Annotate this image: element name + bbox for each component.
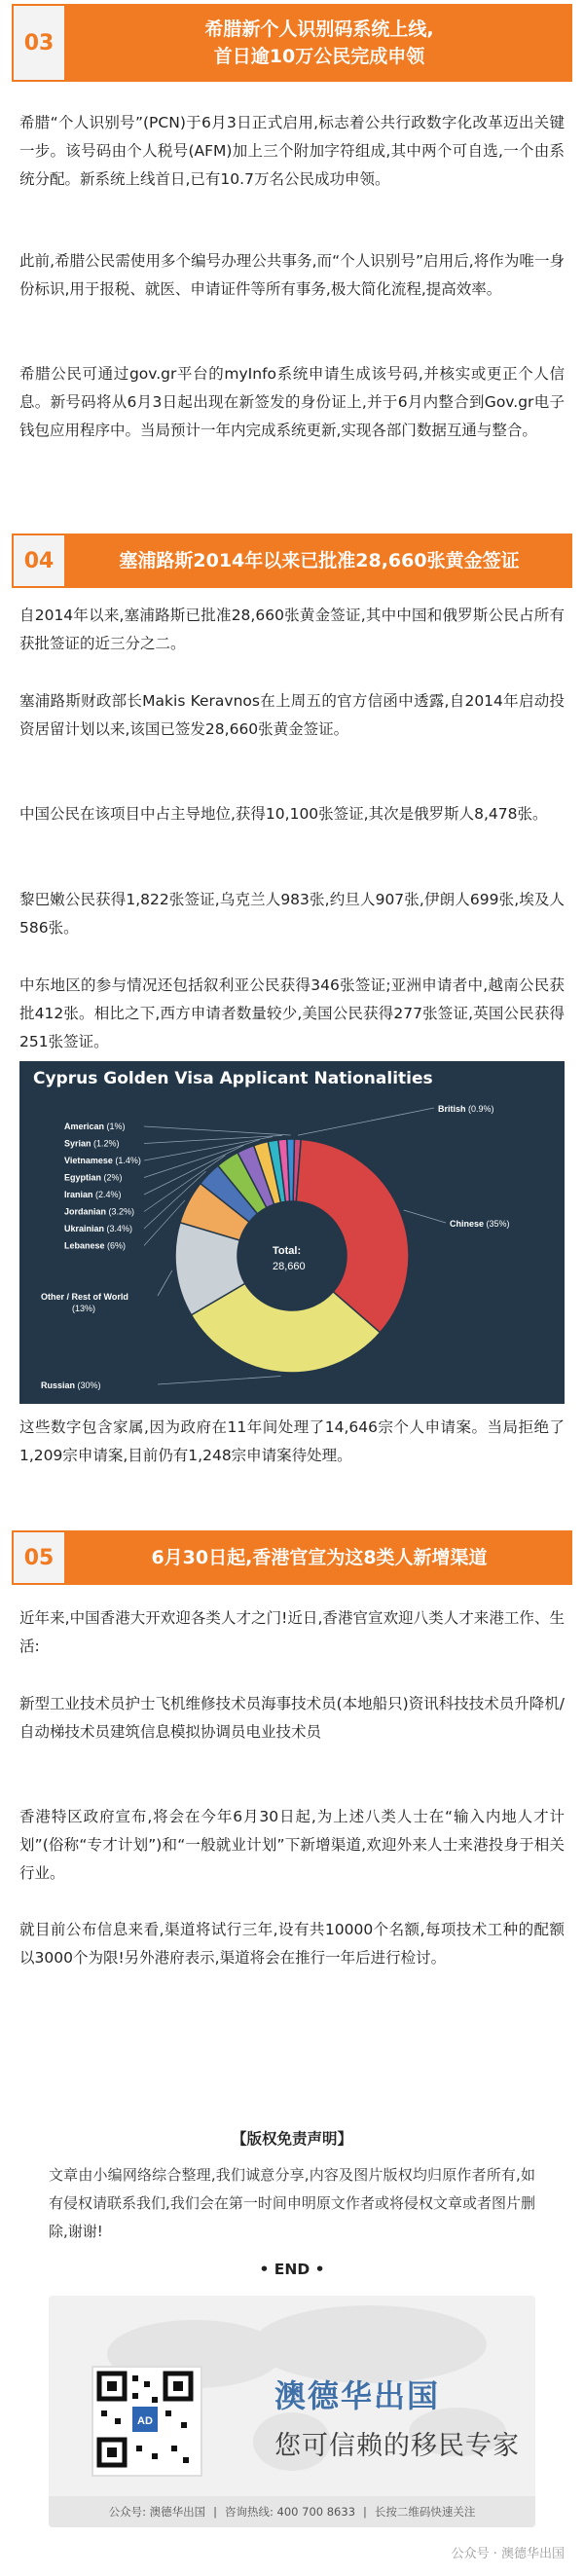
- slice-label: Lebanese (6%): [64, 1240, 127, 1251]
- end-marker: • END •: [259, 2261, 325, 2278]
- paragraph: 这些数字包含家属,因为政府在11年间处理了14,646宗个人申请案。当局拒绝了1,209宗申请案,目前仍有1,248宗申请案待处理。: [19, 1418, 565, 1464]
- paragraph: 希腊公民可通过gov.gr平台的myInfo系统申请生成该号码,并核实或更正个人信息。新号码将从6月3日起出现在新签发的身份证上,并于6月内整合到Gov.gr电子钱包应用程序中。当局预计一年内完成系统更新,实现各部门数据互通与整合。: [19, 365, 565, 439]
- pie-slice-chinese: [296, 1139, 409, 1332]
- footer-account: 公众号: 澳德华出国: [108, 2505, 206, 2519]
- slice-label: Jordanian (3.2%): [64, 1206, 135, 1217]
- slice-label-pct: (13%): [72, 1304, 96, 1313]
- slice-label: Chinese (35%): [450, 1219, 510, 1229]
- nationality-pie-chart: [19, 1061, 565, 1404]
- section-number: 04: [12, 534, 66, 588]
- slice-label: Iranian (2.4%): [64, 1190, 122, 1199]
- center-total-value: 28,660: [273, 1261, 306, 1272]
- brand-name: 澳德华出国: [274, 2377, 441, 2414]
- banner-footer: 公众号: 澳德华出国 | 咨询热线: 400 700 8633 | 长按二维码快速关注: [49, 2496, 535, 2527]
- footer-phone: 咨询热线: 400 700 8633: [225, 2505, 356, 2519]
- slice-label: Vietnamese (1.4%): [64, 1156, 141, 1165]
- section-number: 05: [12, 1530, 66, 1585]
- label-leader-line: [158, 1270, 172, 1296]
- label-leader-line: [404, 1210, 446, 1223]
- disclaimer-text: 文章由小编网络综合整理,我们诚意分享,内容及图片版权均归原作者所有,如有侵权请联系我们,我们会在第一时间申明原文作者或将侵权文章或者图片删除,谢谢!: [49, 2166, 535, 2240]
- label-leader-line: [144, 1135, 282, 1143]
- section-title: [66, 4, 572, 82]
- paragraph: 近年来,中国香港大开欢迎各类人才之门!近日,香港官宣欢迎八类人才来港工作、生活:: [19, 1609, 565, 1655]
- paragraph: 就目前公布信息来看,渠道将试行三年,设有共10000个名额,每项技术工种的配额以3000个为限!另外港府表示,渠道将会在推行一年后进行检讨。: [19, 1921, 565, 1967]
- paragraph: 中国公民在该项目中占主导地位,获得10,100张签证,其次是俄罗斯人8,478张。: [19, 805, 548, 823]
- paragraph: 此前,希腊公民需使用多个编号办理公共事务,而“个人识别号”启用后,将作为唯一身份标识,用于报税、就医、申请证件等所有事务,极大简化流程,提高效率。: [19, 252, 565, 298]
- paragraph: 塞浦路斯财政部长Makis Keravnos在上周五的官方信函中透露,自2014年启动投资居留计划以来,该国已签发28,660张黄金签证。: [19, 692, 565, 738]
- qr-code[interactable]: [91, 2366, 202, 2477]
- section-title-line2: 首日逾10万公民完成申领: [213, 46, 425, 67]
- paragraph: 香港特区政府宣布,将会在今年6月30日起,为上述八类人士在“输入内地人才计划”(俗称“专才计划”)和“一般就业计划”下新增渠道,欢迎外来人士来港投身于相关行业。: [19, 1808, 565, 1882]
- paragraph: 黎巴嫩公民获得1,822张签证,乌克兰人983张,约旦人907张,伊朗人699张,埃及人586张。: [19, 891, 565, 937]
- center-total-label: Total:: [273, 1245, 302, 1257]
- paragraph: 新型工业技术员护士飞机维修技术员海事技术员(本地船只)资讯科技技术员升降机/自动梯技术员建筑信息模拟协调员电业技术员: [19, 1695, 565, 1741]
- section-title: 6月30日起,香港官宣为这8类人新增渠道: [66, 1530, 572, 1585]
- qr-tag: AD: [137, 2415, 153, 2427]
- label-leader-line: [158, 1376, 281, 1384]
- section-05-header: [12, 1530, 572, 1585]
- pie-svg: [19, 1061, 565, 1404]
- slice-label: British (0.9%): [438, 1104, 494, 1114]
- brand-slogan: 您可信赖的移民专家: [274, 2431, 520, 2461]
- slice-label: Russian (30%): [41, 1380, 101, 1390]
- label-leader-line: [298, 1108, 434, 1135]
- section-title: 塞浦路斯2014年以来已批准28,660张黄金签证: [66, 534, 572, 588]
- slice-label: Other / Rest of World: [41, 1292, 128, 1302]
- section-title-line1: 希腊新个人识别码系统上线,: [204, 18, 434, 40]
- section-04-header: [12, 534, 572, 588]
- watermark: 公众号 · 澳德华出国: [451, 2547, 565, 2561]
- footer-hint: 长按二维码快速关注: [374, 2505, 476, 2519]
- chart-title: Cyprus Golden Visa Applicant Nationalities: [33, 1069, 433, 1088]
- slice-label: Ukrainian (3.4%): [64, 1224, 133, 1233]
- brand-banner: [49, 2296, 535, 2527]
- slice-label: Syrian (1.2%): [64, 1138, 120, 1149]
- label-leader-line: [144, 1126, 291, 1135]
- paragraph: 自2014年以来,塞浦路斯已批准28,660张黄金签证,其中中国和俄罗斯公民占所有获批签证的近三分之二。: [19, 607, 565, 652]
- paragraph: 希腊“个人识别号”(PCN)于6月3日正式启用,标志着公共行政数字化改革迈出关键一步。该号码由个人税号(AFM)加上三个附加字符组成,其中两个可自选,一个由系统分配。新系统上线首日,已有10.7万名公民成功申领。: [19, 114, 565, 188]
- section-03-header: [12, 4, 572, 82]
- slice-label: American (1%): [64, 1122, 126, 1131]
- section-number: 03: [12, 4, 66, 82]
- disclaimer-title: 【版权免责声明】: [231, 2130, 352, 2148]
- paragraph: 中东地区的参与情况还包括叙利亚公民获得346张签证;亚洲申请者中,越南公民获批412张。相比之下,西方申请者数量较少,美国公民获得277张签证,英国公民获得251张签证。: [19, 976, 565, 1050]
- slice-label: Egyptian (2%): [64, 1172, 123, 1183]
- qr-code-icon: [93, 2368, 197, 2471]
